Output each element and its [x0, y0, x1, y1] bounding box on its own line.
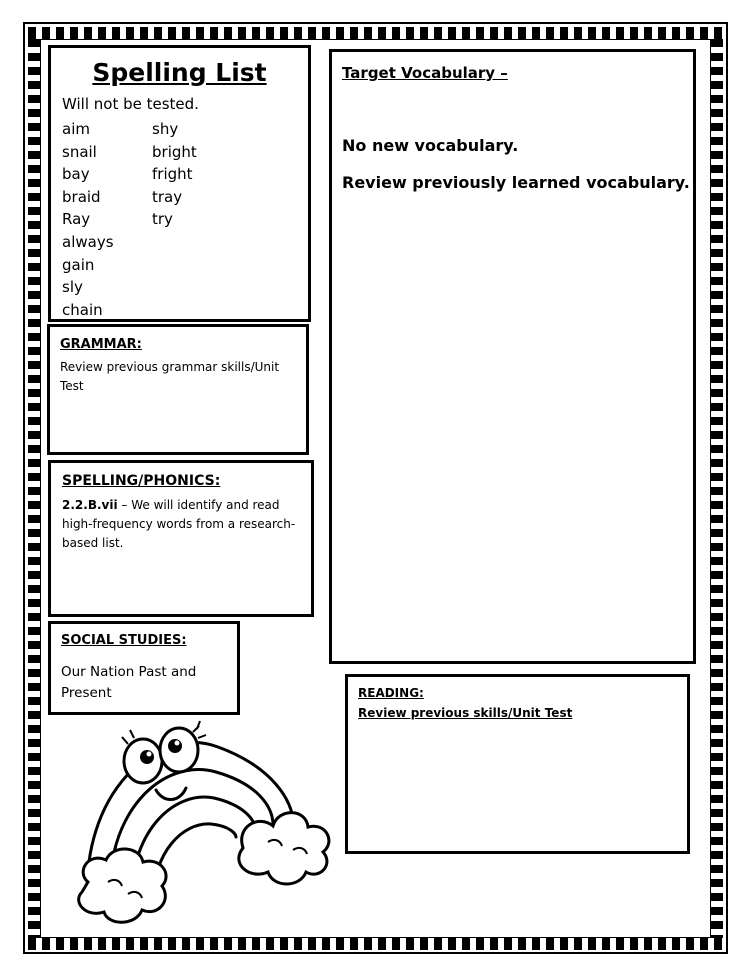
spelling-word: aim: [62, 120, 90, 138]
vocabulary-heading: Target Vocabulary –: [342, 64, 508, 82]
vocabulary-line-1: No new vocabulary.: [342, 136, 519, 155]
spelling-word: braid: [62, 187, 101, 206]
vocabulary-box: [329, 49, 696, 664]
spelling-word: chain: [62, 300, 103, 319]
spelling-list-title: Spelling List: [92, 58, 267, 87]
vocabulary-line-2: Review previously learned vocabulary.: [342, 173, 690, 192]
spelling-word: gain: [62, 255, 95, 274]
checkered-border-left: [28, 39, 40, 938]
spelling-word: Ray: [62, 210, 91, 229]
spelling-word: sly: [62, 278, 83, 297]
spelling-word: tray: [152, 187, 183, 206]
checkered-border-bottom: [28, 938, 723, 950]
reading-heading: READING:: [358, 686, 424, 700]
spelling-word: fright: [152, 165, 193, 184]
spelling-word: snail: [62, 142, 97, 161]
phonics-text: – We will identify and read high-frequency words from a research-based list.: [62, 498, 296, 550]
checkered-border-right: [711, 39, 723, 938]
phonics-heading: SPELLING/PHONICS:: [62, 473, 221, 489]
spelling-word: bay: [62, 165, 90, 184]
spelling-word: shy: [152, 120, 179, 138]
phonics-standard-code: 2.2.B.vii: [62, 498, 118, 512]
social-studies-heading: SOCIAL STUDIES:: [61, 633, 187, 648]
spelling-word: try: [152, 210, 173, 229]
rainbow-clouds-icon: [68, 712, 338, 938]
spelling-word: always: [62, 232, 114, 251]
grammar-box: [47, 324, 309, 455]
grammar-text: Review previous grammar skills/Unit Test: [60, 360, 280, 393]
checkered-border-top: [28, 27, 723, 39]
social-studies-box: [48, 621, 240, 715]
spelling-word: bright: [152, 142, 197, 161]
phonics-text-block: [62, 496, 302, 553]
reading-text: Review previous skills/Unit Test: [358, 706, 573, 720]
spelling-list-note: Will not be tested.: [62, 95, 199, 113]
social-studies-text: Our Nation Past and Present: [61, 664, 197, 701]
grammar-heading: GRAMMAR:: [60, 337, 142, 352]
phonics-box: [48, 460, 314, 617]
spelling-words-column-1: [62, 118, 114, 321]
spelling-list-box: [48, 45, 311, 322]
spelling-words-column-2: [152, 118, 197, 231]
reading-box: [345, 674, 690, 854]
